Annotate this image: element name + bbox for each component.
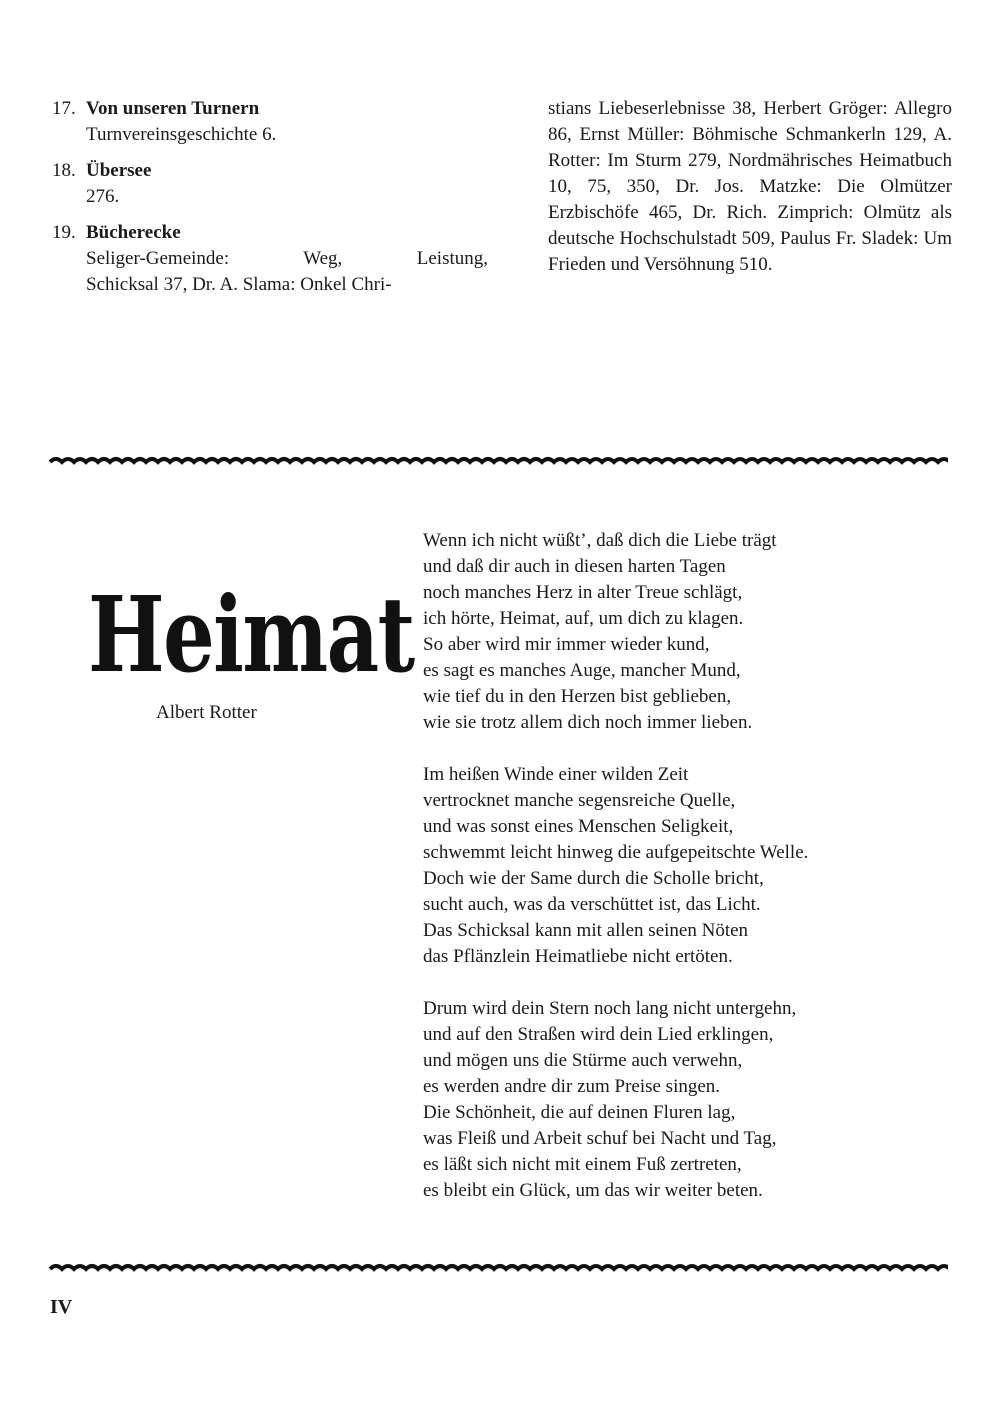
poem-line: schwemmt leicht hinweg die aufgepeitschte Welle. xyxy=(423,842,809,863)
stanza-3 xyxy=(423,996,923,1204)
poem-line: und mögen uns die Stürme auch verwehn, xyxy=(423,1050,743,1071)
stanza-1 xyxy=(423,528,923,736)
poem-line: noch manches Herz in alter Treue schlägt, xyxy=(423,582,743,603)
poem-line: es bleibt ein Glück, um das wir weiter beten. xyxy=(423,1180,763,1201)
poem-line: es läßt sich nicht mit einem Fuß zertreten, xyxy=(423,1154,742,1175)
poem-line: Doch wie der Same durch die Scholle bricht, xyxy=(423,868,764,889)
wavy-divider-bottom xyxy=(48,1262,948,1276)
wavy-divider-top xyxy=(48,455,948,469)
index-entry-17 xyxy=(52,96,488,148)
entry-number: 18. xyxy=(52,160,76,181)
poem-line: vertrocknet manche segensreiche Quelle, xyxy=(423,790,736,811)
index-column-left xyxy=(52,96,488,308)
index-continuation-text: stians Liebeserlebnisse 38, Herbert Gröger: Allegro 86, Ernst Müller: Böhmische Schmankerln 129, A. Rotter: Im Sturm 279, Nordmährisches Heimatbuch 10, 75, 350, Dr. Jos. Matzke: Die Olmützer Erzbischöfe 465, Dr. Rich. Zimprich: Olmütz als deutsche Hochschulstadt 509, Paulus Fr. Sladek: Um Frieden und Versöhnung 510. xyxy=(548,98,952,275)
entry-title: Übersee xyxy=(86,160,152,181)
poem-line: sucht auch, was da verschüttet ist, das Licht. xyxy=(423,894,761,915)
poem-line: Drum wird dein Stern noch lang nicht untergehn, xyxy=(423,998,797,1019)
poem-line: und daß dir auch in diesen harten Tagen xyxy=(423,556,726,577)
poem-line: was Fleiß und Arbeit schuf bei Nacht und Tag, xyxy=(423,1128,777,1149)
poem-line: So aber wird mir immer wieder kund, xyxy=(423,634,710,655)
poem-line: Wenn ich nicht wüßt’, daß dich die Liebe trägt xyxy=(423,530,777,551)
poem-line: Das Schicksal kann mit allen seinen Nöten xyxy=(423,920,749,941)
wave-ornament xyxy=(48,1262,948,1276)
entry-text-line-1: Seliger-Gemeinde: Weg, Leistung, xyxy=(86,248,488,269)
entry-title: Bücherecke xyxy=(86,222,181,243)
index-entry-19 xyxy=(52,220,488,298)
poem-title: Heimat xyxy=(88,573,414,696)
poem-line: das Pflänzlein Heimatliebe nicht ertöten. xyxy=(423,946,733,967)
poem-line: wie tief du in den Herzen bist geblieben, xyxy=(423,686,732,707)
poem-body xyxy=(423,528,923,1204)
poem-line: und was sonst eines Menschen Seligkeit, xyxy=(423,816,734,837)
poem-line: wie sie trotz allem dich noch immer lieben. xyxy=(423,712,753,733)
entry-text-line-2: Schicksal 37, Dr. A. Slama: Onkel Chri- xyxy=(86,274,392,295)
poem-author: Albert Rotter xyxy=(156,702,257,723)
poem-line: und auf den Straßen wird dein Lied erklingen, xyxy=(423,1024,774,1045)
poem-line: Die Schönheit, die auf deinen Fluren lag, xyxy=(423,1102,736,1123)
entry-number: 17. xyxy=(52,98,76,119)
stanza-2 xyxy=(423,762,923,970)
entry-number: 19. xyxy=(52,222,76,243)
poem-line: ich hörte, Heimat, auf, um dich zu klagen. xyxy=(423,608,744,629)
poem-line: es werden andre dir zum Preise singen. xyxy=(423,1076,721,1097)
page-number: IV xyxy=(50,1296,73,1318)
poem-line: es sagt es manches Auge, mancher Mund, xyxy=(423,660,741,681)
entry-title: Von unseren Turnern xyxy=(86,98,260,119)
entry-text: 276. xyxy=(86,186,120,207)
poem-line: Im heißen Winde einer wilden Zeit xyxy=(423,764,689,785)
index-entry-18 xyxy=(52,158,488,210)
index-column-right xyxy=(548,96,952,278)
wave-ornament xyxy=(48,455,948,469)
entry-text: Turnvereinsgeschichte 6. xyxy=(86,124,277,145)
